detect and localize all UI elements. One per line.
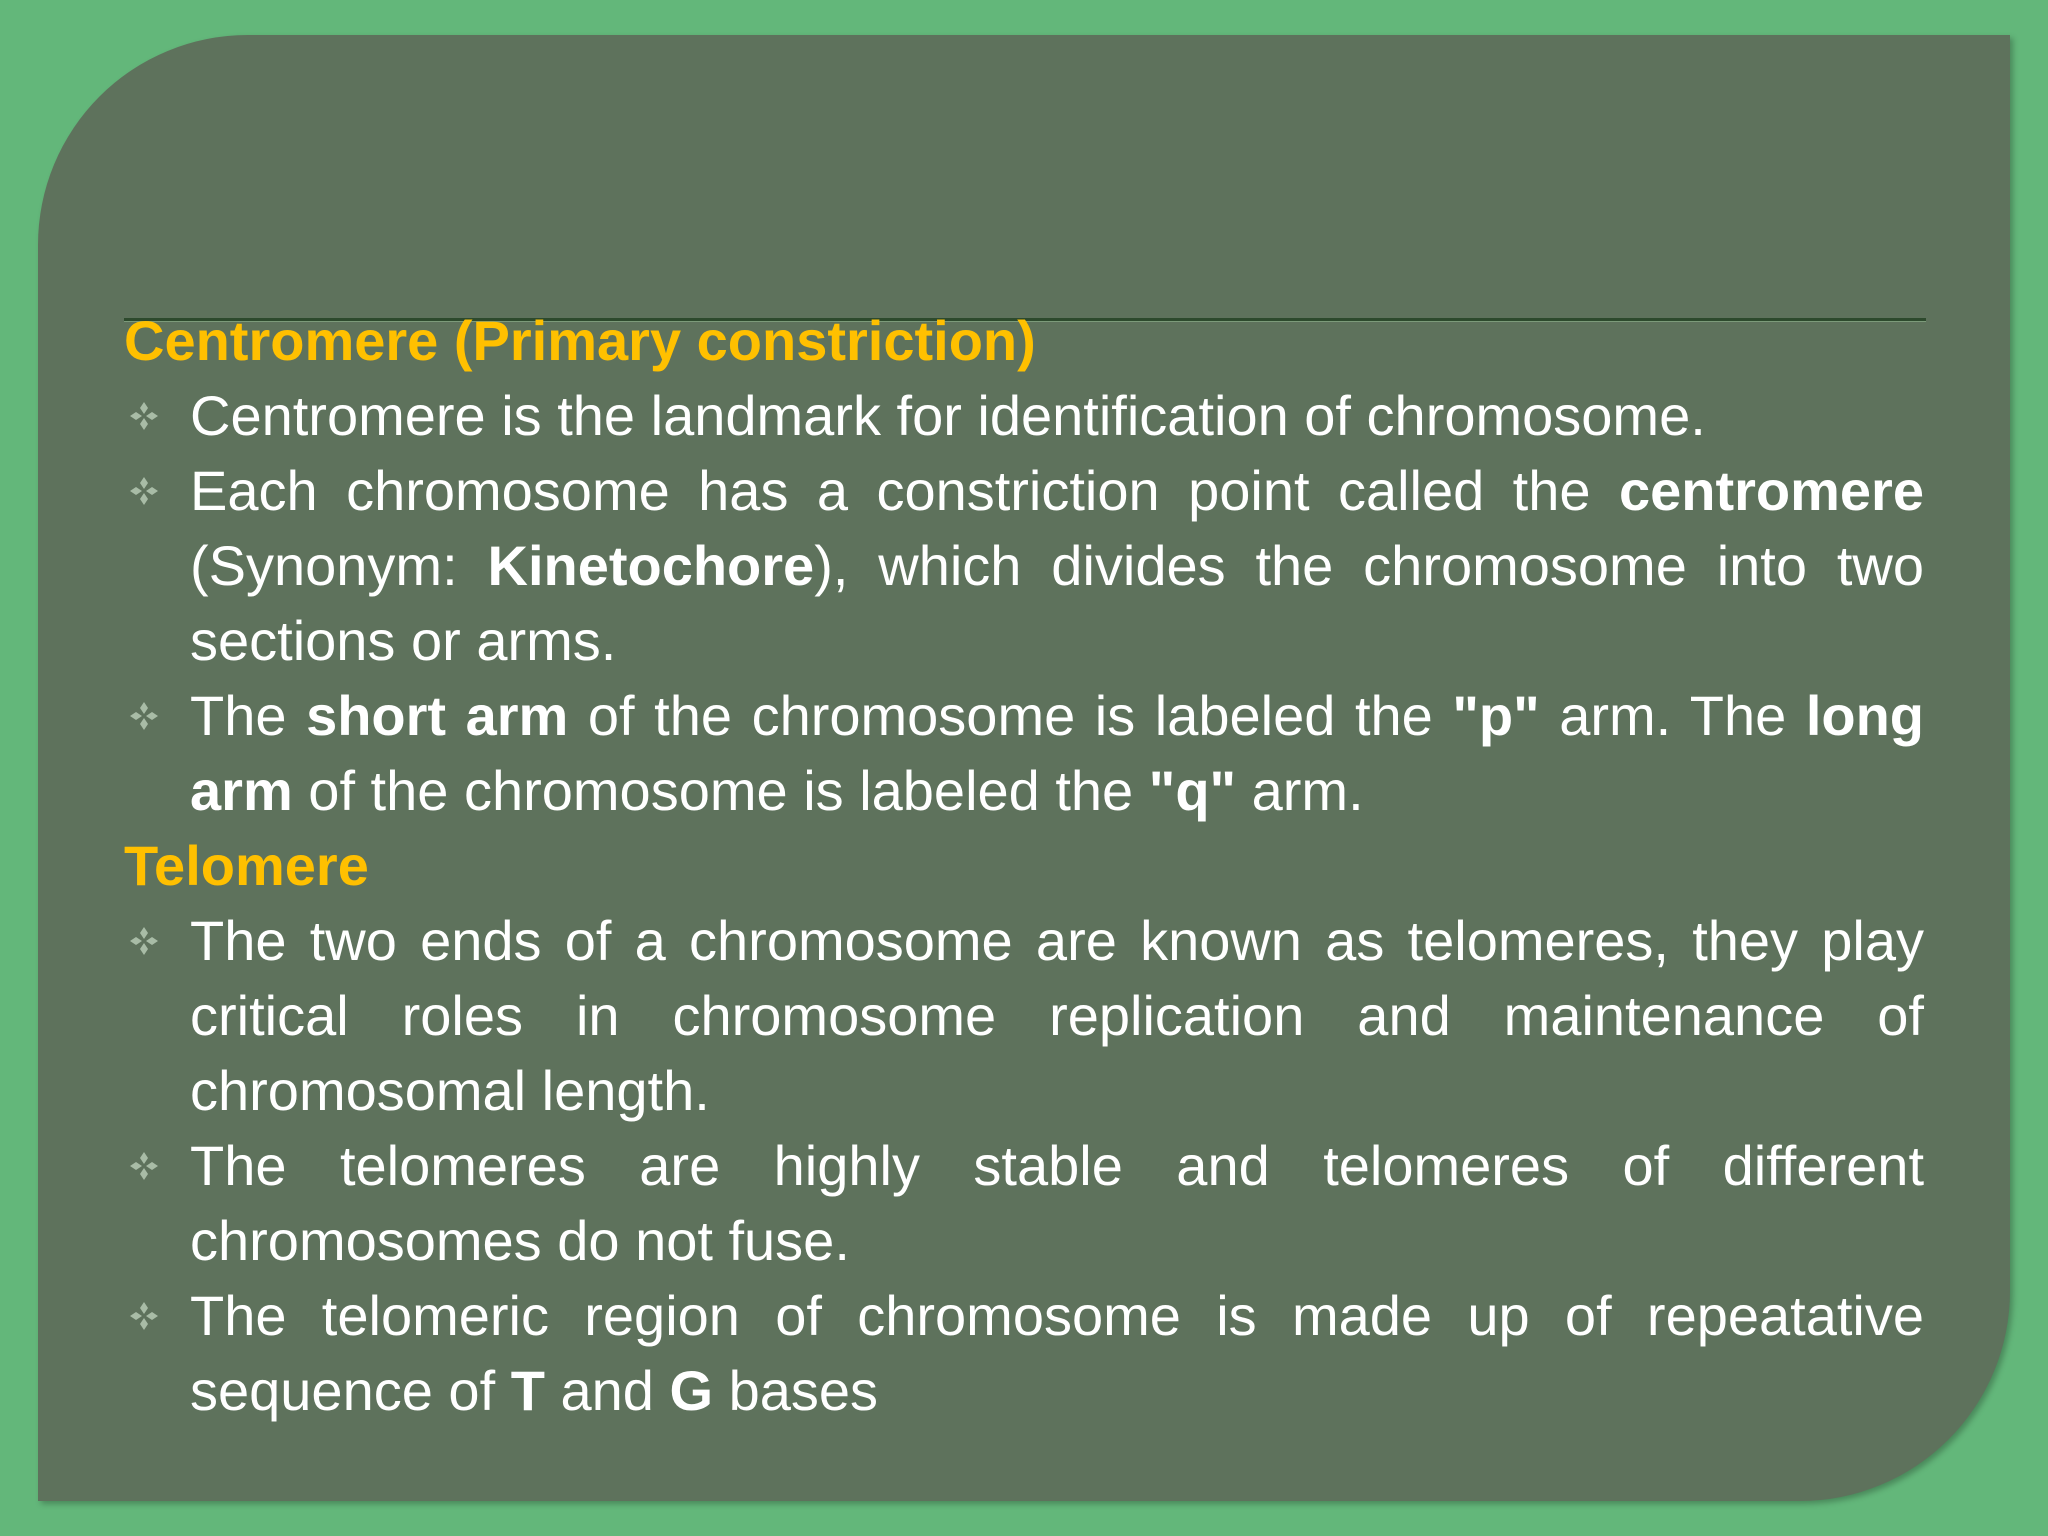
list-item-centromere-landmark [124, 378, 1924, 453]
item-text: of the chromosome is labeled the [292, 759, 1149, 822]
item-text: (Synonym: [190, 534, 488, 597]
item-text: of the chromosome is labeled the [568, 684, 1453, 747]
item-text: Centromere is the landmark for identification of chromosome. [190, 384, 1706, 447]
item-text: The telomeric region of chromosome is made up of repeatative sequence of [190, 1284, 1924, 1422]
list-item-telomere-ends [124, 903, 1924, 1128]
term-t-base: T [510, 1359, 545, 1422]
term-long-arm: long arm [190, 684, 1925, 822]
term-q-arm: "q" [1148, 759, 1237, 822]
item-text: arm. The [1539, 684, 1806, 747]
item-text: Each chromosome has a constriction point called the [190, 459, 1619, 522]
telomere-heading: Telomere [124, 834, 369, 897]
centromere-heading: Centromere (Primary constriction) [124, 309, 1036, 372]
term-centromere: centromere [1618, 459, 1924, 522]
list-item-telomeric-region [124, 1278, 1924, 1428]
diamond-bullet-icon [126, 678, 162, 753]
slide-body [124, 303, 1924, 1428]
diamond-bullet-icon [126, 1278, 162, 1353]
item-text: ), which divides the chromosome into two sections or arms. [190, 534, 1924, 672]
item-text: bases [713, 1359, 879, 1422]
item-text: and [544, 1359, 670, 1422]
term-short-arm: short arm [306, 684, 569, 747]
diamond-bullet-icon [126, 903, 162, 978]
item-text: The [190, 684, 307, 747]
list-item-constriction-point [124, 453, 1924, 678]
diamond-bullet-icon [126, 453, 162, 528]
term-g-base: G [669, 1359, 714, 1422]
item-text: arm. [1236, 759, 1364, 822]
diamond-bullet-icon [126, 378, 162, 453]
diamond-bullet-icon [126, 1128, 162, 1203]
list-item-telomere-stable [124, 1128, 1924, 1278]
term-kinetochore: Kinetochore [487, 534, 815, 597]
term-p-arm: "p" [1452, 684, 1540, 747]
list-item-arms [124, 678, 1924, 828]
item-text: The two ends of a chromosome are known as telomeres, they play critical roles in chromosome replication and maintenance of chromosomal length. [190, 909, 1924, 1122]
item-text: The telomeres are highly stable and telomeres of different chromosomes do not fuse. [190, 1134, 1924, 1272]
